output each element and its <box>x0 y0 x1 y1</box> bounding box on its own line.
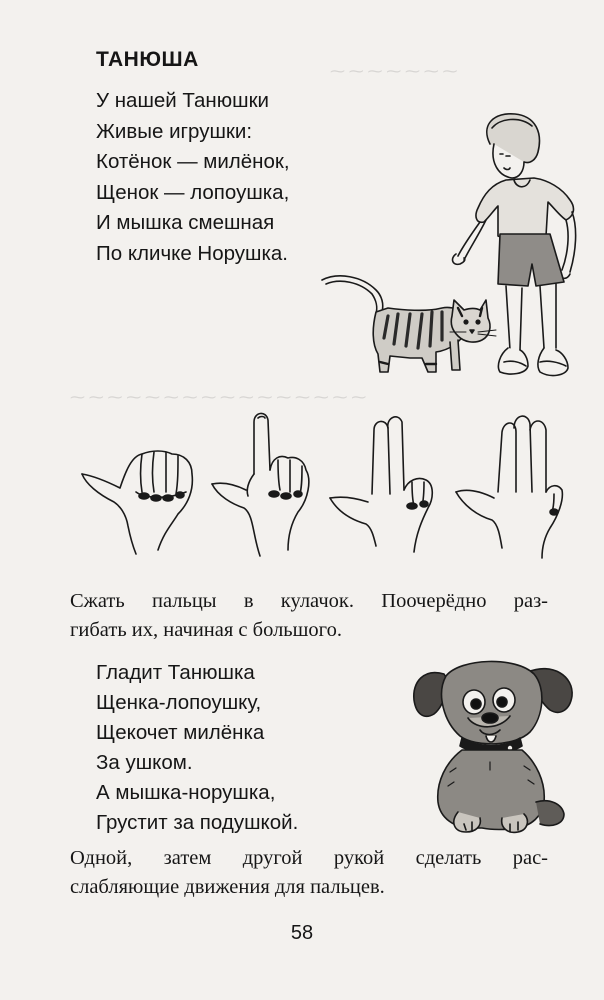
poem-line: Щекочет милёнка <box>96 721 265 744</box>
fist-hand-icon <box>80 440 198 560</box>
cat-illustration <box>318 268 498 386</box>
poem-line: Живые игрушки: <box>96 119 253 143</box>
four-fingers-hand-icon <box>452 408 570 560</box>
poem-line: А мышка-норушка, <box>96 781 276 804</box>
poem-title: ТАНЮША <box>96 48 199 71</box>
poem-line: Гладит Танюшка <box>96 661 255 684</box>
poem-line: Котёнок — милёнок, <box>96 150 290 173</box>
page-number: 58 <box>290 922 314 944</box>
poem-line: Щенок — лопоушка, <box>96 180 290 204</box>
poem-line: По кличке Норушка. <box>96 241 289 265</box>
instruction-line: гибать их, начиная с большого. <box>70 619 342 641</box>
puppy-illustration <box>406 652 578 834</box>
poem-1 <box>96 86 290 269</box>
instruction-line: Сжать пальцы в кулачок. Поочерёдно раз- <box>70 590 548 612</box>
thumb-index-hand-icon <box>208 410 320 560</box>
instruction-2 <box>70 844 548 902</box>
instruction-1 <box>70 587 548 645</box>
poem-2 <box>96 658 298 838</box>
show-through-text: ⁓ ⁓ ⁓ ⁓ ⁓ ⁓ ⁓ <box>330 64 458 80</box>
poem-line: Грустит за подушкой. <box>96 811 299 834</box>
poem-line: За ушком. <box>96 751 193 774</box>
thumb-index-middle-hand-icon <box>328 410 442 560</box>
poem-line: Щенка-лопоушку, <box>96 691 262 714</box>
poem-line: У нашей Танюшки <box>96 89 269 112</box>
poem-line: И мышка смешная <box>96 211 275 234</box>
instruction-line: слабляющие движения для пальцев. <box>70 876 385 898</box>
show-through-text: ⁓ ⁓ ⁓ ⁓ ⁓ ⁓ ⁓ ⁓ ⁓ ⁓ ⁓ ⁓ ⁓ ⁓ ⁓ ⁓ <box>70 390 367 406</box>
instruction-line: Одной, затем другой рукой сделать рас- <box>70 847 548 869</box>
